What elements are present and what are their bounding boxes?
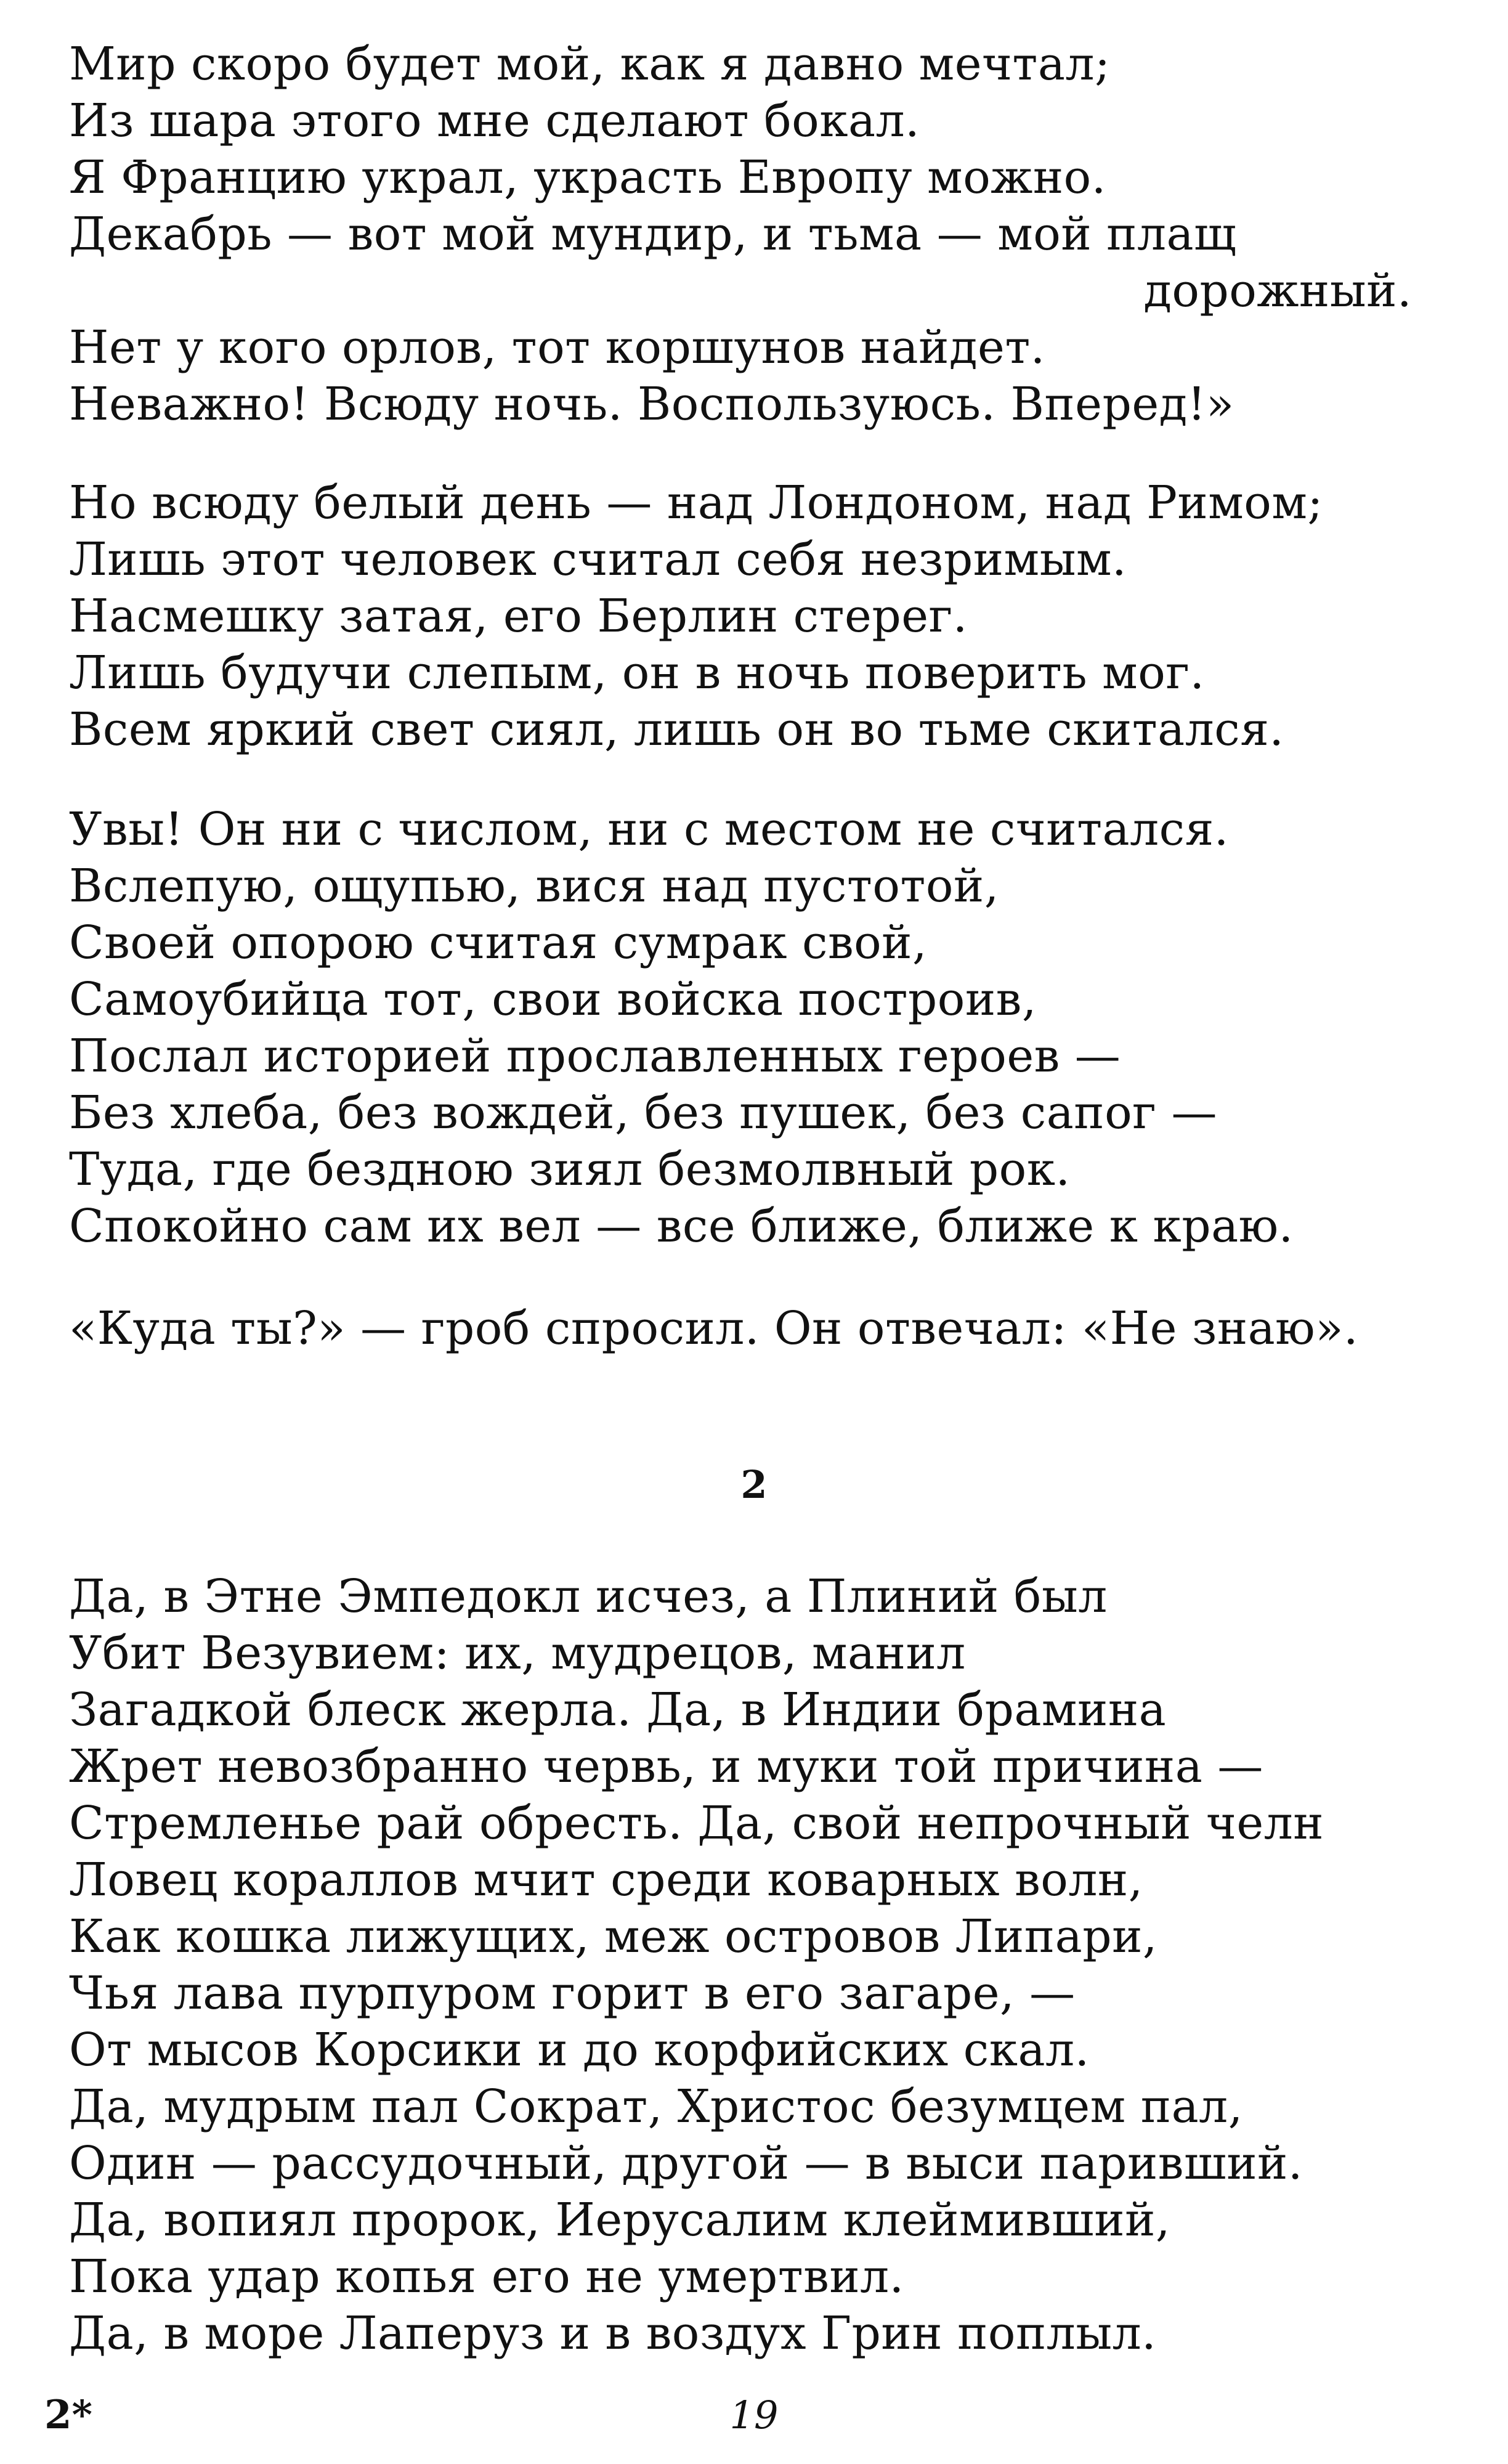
verse-line: Лишь этот человек считал себя незримым.	[69, 533, 1127, 586]
verse-line: Неважно! Всюду ночь. Воспользуюсь. Вперед!»	[69, 378, 1234, 431]
verse-line: Самоубийца тот, свои войска построив,	[69, 973, 1037, 1026]
verse-line: Всем яркий свет сиял, лишь он во тьме скитался.	[69, 703, 1284, 756]
verse-line: Мир скоро будет мой, как я давно мечтал;	[69, 38, 1111, 91]
verse-line: Пока удар копья его не умертвил.	[69, 2250, 904, 2303]
verse-line: Послал историей прославленных героев —	[69, 1030, 1121, 1083]
verse-line: От мысов Корсики и до корфийских скал.	[69, 2023, 1090, 2076]
verse-line: Лишь будучи слепым, он в ночь поверить мог.	[69, 646, 1205, 699]
verse-line: Да, в море Лаперуз и в воздух Грин поплыл.	[69, 2307, 1157, 2360]
verse-line: Ловец кораллов мчит среди коварных волн,	[69, 1853, 1143, 1906]
stanza-3	[69, 801, 1449, 1254]
verse-line: Туда, где бездною зиял безмолвный рок.	[69, 1143, 1071, 1196]
verse-line: «Куда ты?» — гроб спросил. Он отвечал: «Не знаю».	[69, 1302, 1358, 1355]
verse-line: Без хлеба, без вождей, без пушек, без сапог —	[69, 1086, 1217, 1139]
verse-line: Да, мудрым пал Сократ, Христос безумцем пал,	[69, 2080, 1243, 2133]
stanza-5	[69, 1568, 1449, 2362]
verse-line: Я Францию украл, украсть Европу можно.	[69, 151, 1106, 204]
verse-line: Убит Везувием: их, мудрецов, манил	[69, 1627, 966, 1680]
verse-line: Стремленье рай обресть. Да, свой непрочный челн	[69, 1797, 1324, 1850]
verse-line: Да, вопиял пророк, Иерусалим клеймивший,	[69, 2194, 1170, 2246]
verse-line: Насмешку затая, его Берлин стерег.	[69, 590, 968, 643]
verse-line: Загадкой блеск жерла. Да, в Индии брамина	[69, 1683, 1167, 1736]
signature-mark: 2*	[44, 2392, 92, 2438]
verse-line: Но всюду белый день — над Лондоном, над Римом;	[69, 476, 1323, 529]
verse-line: Да, в Этне Эмпедокл исчез, а Плиний был	[69, 1570, 1108, 1623]
verse-line: Как кошка лижущих, меж островов Липари,	[69, 1910, 1157, 1963]
verse-line: Декабрь — вот мой мундир, и тьма — мой плащ	[69, 208, 1237, 261]
verse-line-continuation: дорожный.	[1143, 264, 1412, 317]
page-number: 19	[729, 2393, 779, 2438]
stanza-4	[69, 1300, 1449, 1357]
verse-line: Спокойно сам их вел — все ближе, ближе к краю.	[69, 1200, 1294, 1253]
verse-line: Нет у кого орлов, тот коршунов найдет.	[69, 321, 1045, 374]
verse-line: Чья лава пурпуром горит в его загаре, —	[69, 1967, 1076, 2020]
verse-line: Из шара этого мне сделают бокал.	[69, 94, 920, 147]
verse-line: Жрет невозбранно червь, и муки той причина —	[69, 1740, 1263, 1793]
stanza-2	[69, 474, 1449, 758]
stanza-1	[69, 36, 1449, 433]
verse-line: Один — рассудочный, другой — в выси паривший.	[69, 2137, 1303, 2190]
verse-line: Увы! Он ни с числом, ни с местом не считался.	[69, 803, 1229, 856]
verse-line: Вслепую, ощупью, вися над пустотой,	[69, 860, 999, 913]
section-number: 2	[740, 1462, 768, 1507]
verse-line: Своей опорою считая сумрак свой,	[69, 916, 928, 969]
